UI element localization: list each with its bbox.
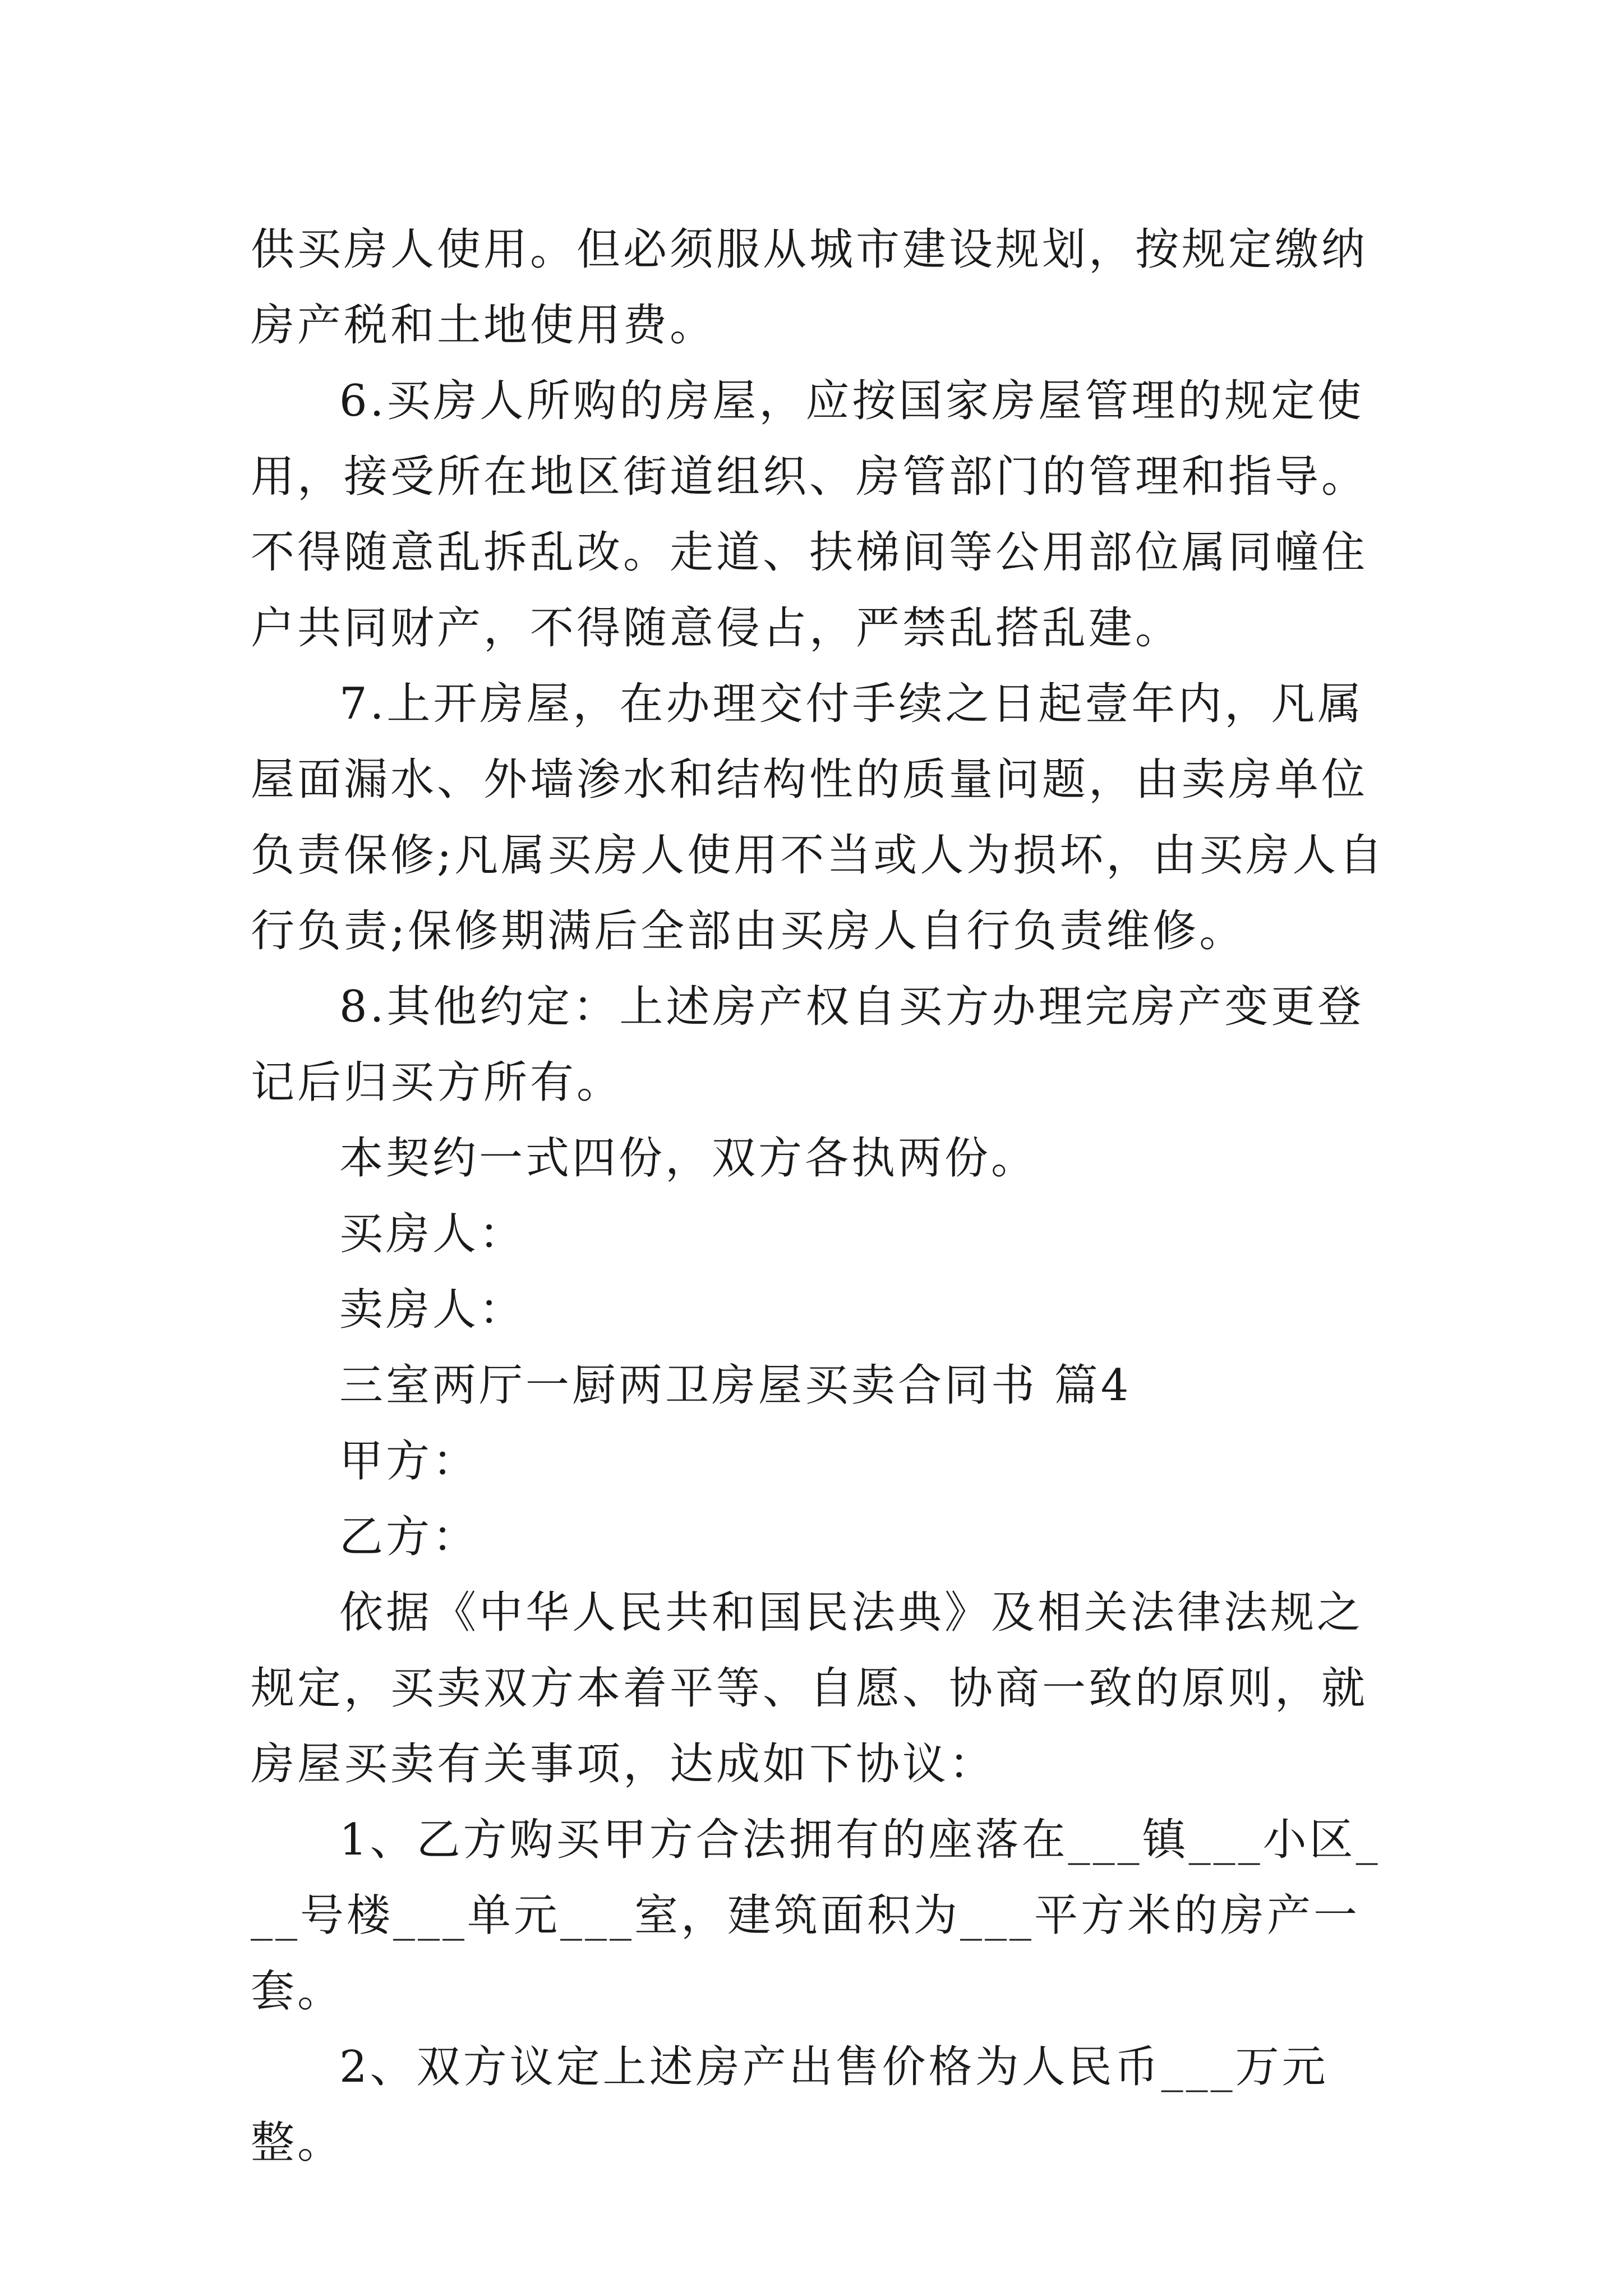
party-b-label: 乙方： xyxy=(339,1512,479,1562)
paragraph-legal-basis: 依据《中华人民共和国民法典》及相关法律法规之规定，买卖双方本着平等、自愿、协商一致的原则，就房屋买卖有关事项，达成如下协议： xyxy=(251,1588,1368,1789)
paragraph-clause-8: 8.其他约定：上述房产权自买方办理完房产变更登记后归买方所有。 xyxy=(251,982,1364,1108)
paragraph-item-2: 2、双方议定上述房产出售价格为人民币___万元整。 xyxy=(251,2042,1329,2168)
paragraph-clause-7: 7.上开房屋，在办理交付手续之日起壹年内，凡属屋面漏水、外墙渗水和结构性的质量问题，由卖房单位负责保修;凡属买房人使用不当或人为损坏，由买房人自行负责;保修期满后全部由买房人自行负责维修。 xyxy=(251,679,1386,956)
paragraph-item-1: 1、乙方购买甲方合法拥有的座落在___镇___小区___号楼___单元___室，建筑面积为___平方米的房产一套。 xyxy=(251,1815,1381,2017)
seller-signature-label: 卖房人： xyxy=(339,1285,526,1335)
section-heading: 三室两厅一厨两卫房屋买卖合同书 篇4 xyxy=(339,1360,1132,1411)
paragraph-copies: 本契约一式四份，双方各执两份。 xyxy=(339,1133,1038,1184)
party-a-label: 甲方： xyxy=(339,1436,479,1487)
paragraph-continuation: 供买房人使用。但必须服从城市建设规划，按规定缴纳房产税和土地使用费。 xyxy=(251,224,1368,351)
document-body xyxy=(251,212,1395,2181)
buyer-signature-label: 买房人： xyxy=(339,1209,526,1259)
paragraph-clause-6: 6.买房人所购的房屋，应按国家房屋管理的规定使用，接受所在地区街道组织、房管部门的管理和指导。不得随意乱拆乱改。走道、扶梯间等公用部位属同幢住户共同财产，不得随意侵占，严禁乱搭乱建。 xyxy=(251,376,1368,654)
